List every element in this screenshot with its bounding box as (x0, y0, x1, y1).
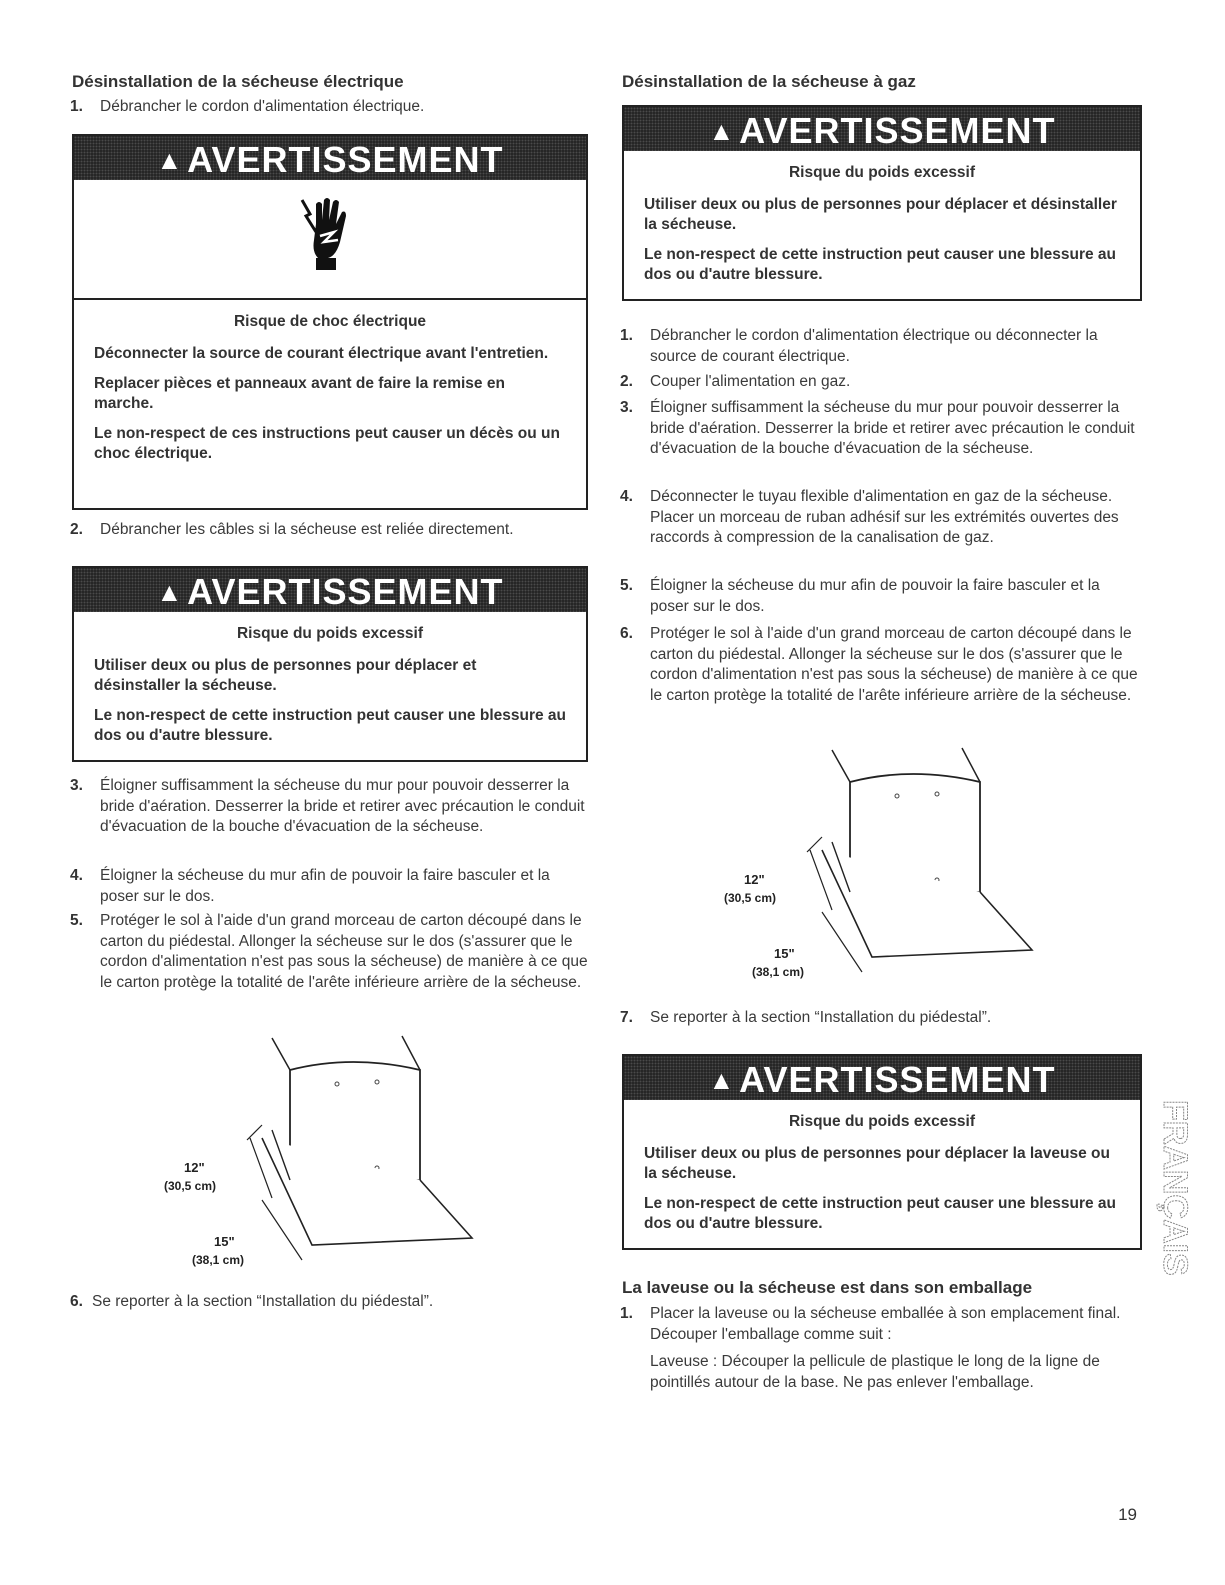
warning-title: Risque du poids excessif (788, 1113, 976, 1130)
right-step-5: 5. Éloigner la sécheuse du mur afin de pouvoir la faire basculer et la poser sur le dos. (620, 577, 1100, 615)
warning-title: Risque de choc électrique (233, 313, 427, 330)
electric-shock-hand-icon (296, 194, 356, 274)
right-step-7: 7. Se reporter à la section “Installation du piédestal”. (620, 1009, 992, 1026)
warning-line: Utiliser deux ou plus de personnes pour déplacer et désinstaller la sécheuse. (94, 657, 477, 694)
warning-box-weight-right-1 (622, 105, 1142, 301)
packaged-step-1-washer: Laveuse : Découper la pellicule de plastique le long de la ligne de pointillés autour de la base. Ne pas enlever l'emballage. (650, 1353, 1100, 1391)
heading-packaged-appliance: La laveuse ou la sécheuse est dans son emballage (622, 1278, 1033, 1297)
right-step-3: 3. Éloigner suffisamment la sécheuse du mur pour pouvoir desserrer la bride d'aération. Desserrer la bride et retirer avec précaution le conduit d'évacuation de la bouche d'évacuation de la sécheuse. (620, 399, 1135, 457)
warning-banner: ▲ AVERTISSEMENT (624, 107, 1140, 151)
warning-banner: ▲ AVERTISSEMENT (74, 136, 586, 180)
warning-title: Risque du poids excessif (788, 164, 976, 181)
warning-line: Le non-respect de cette instruction peut causer une blessure au dos ou d'autre blessure. (94, 707, 567, 744)
warning-line: Déconnecter la source de courant électrique avant l'entretien. (94, 345, 549, 362)
left-step-4: 4. Éloigner la sécheuse du mur afin de pouvoir la faire basculer et la poser sur le dos. (70, 867, 550, 905)
warning-box-electric-shock (72, 134, 588, 510)
packaged-step-1: 1. Placer la laveuse ou la sécheuse emballée à son emplacement final. Découper l'emballage comme suit : (620, 1305, 1121, 1343)
figure-dim-30cm: (30,5 cm) (164, 1179, 217, 1193)
right-step-2: 2. Couper l'alimentation en gaz. (620, 373, 851, 390)
figure-dim-38cm: (38,1 cm) (192, 1253, 245, 1267)
left-step-1: 1. Débrancher le cordon d'alimentation électrique. (70, 98, 425, 115)
left-step-6: 6. Se reporter à la section “Installation du piédestal”. (70, 1293, 434, 1310)
right-step-1: 1. Débrancher le cordon d'alimentation électrique ou déconnecter la source de courant électrique. (620, 327, 1098, 365)
warning-line: Le non-respect de cette instruction peut causer une blessure au dos ou d'autre blessure. (644, 246, 1117, 283)
warning-line: Le non-respect de ces instructions peut causer un décès ou un choc électrique. (94, 425, 560, 462)
warning-title: Risque du poids excessif (236, 625, 424, 642)
warning-box-weight-left (72, 566, 588, 762)
left-step-2: 2. Débrancher les câbles si la sécheuse est reliée directement. (70, 521, 514, 538)
dryer-on-back-figure-right (722, 742, 1052, 997)
warning-line: Le non-respect de cette instruction peut causer une blessure au dos ou d'autre blessure. (644, 1195, 1117, 1232)
warning-line: Replacer pièces et panneaux avant de faire la remise en marche. (94, 375, 505, 412)
page-number: 19 (1118, 1505, 1137, 1524)
left-step-5: 5. Protéger le sol à l'aide d'un grand morceau de carton découpé dans le carton du piédestal. Allonger la sécheuse sur le dos (s'assurer que le cordon d'alimentation n'est pas sous la sécheuse) de manière à ce que le carton protège la totalité de l'arête inférieure arrière de la sécheuse. (70, 912, 588, 991)
warning-banner: ▲ AVERTISSEMENT (74, 568, 586, 612)
warning-line: Utiliser deux ou plus de personnes pour déplacer la laveuse ou la sécheuse. (644, 1145, 1110, 1182)
dryer-on-back-figure-left (162, 1030, 492, 1285)
warning-box-weight-right-2 (622, 1054, 1142, 1250)
heading-gas-dryer-removal: Désinstallation de la sécheuse à gaz (622, 72, 916, 91)
figure-dim-38cm: (38,1 cm) (752, 965, 805, 979)
left-step-3: 3. Éloigner suffisamment la sécheuse du mur pour pouvoir desserrer la bride d'aération. Desserrer la bride et retirer avec précaution le conduit d'évacuation de la bouche d'évacuation de la sécheuse. (70, 777, 585, 835)
figure-dim-15in: 15" (774, 946, 795, 961)
right-step-4: 4. Déconnecter le tuyau flexible d'alimentation en gaz de la sécheuse. Placer un morceau de ruban adhésif sur les extrémités ouvertes des raccords à compression de la canalisation de gaz. (620, 488, 1119, 546)
side-tab-label: FRANÇAIS (1156, 1100, 1192, 1276)
warning-line: Utiliser deux ou plus de personnes pour déplacer et désinstaller la sécheuse. (644, 196, 1117, 233)
warning-triangle-icon: ▲ (708, 116, 736, 146)
figure-dim-30cm: (30,5 cm) (724, 891, 777, 905)
figure-dim-15in: 15" (214, 1234, 235, 1249)
figure-dim-12in: 12" (184, 1160, 205, 1175)
warning-triangle-icon: ▲ (708, 1065, 736, 1095)
figure-dim-12in: 12" (744, 872, 765, 887)
warning-banner: ▲ AVERTISSEMENT (624, 1056, 1140, 1100)
heading-electric-dryer-removal: Désinstallation de la sécheuse électrique (72, 72, 404, 91)
warning-triangle-icon: ▲ (156, 145, 184, 175)
language-side-tab (1152, 1090, 1192, 1350)
electric-shock-icon-area (74, 180, 586, 300)
warning-triangle-icon: ▲ (156, 577, 184, 607)
right-step-6: 6. Protéger le sol à l'aide d'un grand morceau de carton découpé dans le carton du piédestal. Allonger la sécheuse sur le dos (s'assurer que le cordon d'alimentation n'est pas sous la sécheuse) de manière à ce que le carton protège la totalité de l'arête inférieure arrière de la sécheuse. (620, 625, 1138, 704)
